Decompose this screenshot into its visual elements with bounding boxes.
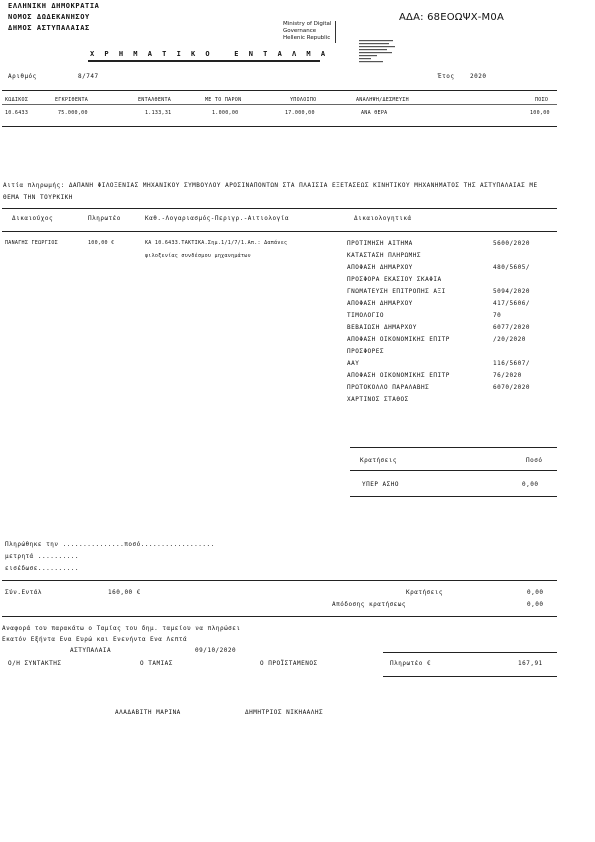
deductions-top-rule (350, 447, 557, 448)
signer-name-1: ΑΛΑΔΑΒΙΤΗ ΜΑΡΙΝΑ (115, 709, 181, 716)
role-author: Ο/Η ΣΥΝΤΑΚΤΗΣ (8, 660, 62, 667)
doc-item-ref: 6077/2020 (493, 324, 531, 331)
signer-name-2: ΔΗΜΗΤΡΙΟΣ ΝΙΚΗΑΑΛΗΣ (245, 709, 324, 716)
gross-amount: 160,00 € (108, 589, 141, 596)
purpose-text: ΔΑΠΑΝΗ ΦΙΛΟΞΕΝΙΑΣ ΜΗΧΑΝΙΚΟΥ ΣΥΜΒΟΥΛΟΥ ΑΡΟΣΙΝΑΠΟΝΤΩΝ ΣΤΑ ΠΛΑΙΣΙΑ ΕΞΕΤΑΣΕΩΣ ΚΙΝΗΤΙΚΟΥ ΜΗΧΑΝΗΜΑΤΟΣ ΤΗΣ ΑΣΤΥΠΑΛΑΙΑΣ ΜΕ ΘΕΜΑ ΤΗΝ ΤΟΥΡΚΙΚΗ (3, 182, 538, 201)
footer-note-2: Εκατόν Εξήντα Ενα Ευρώ και Ενενήντα Ενα Λεπτά (2, 636, 188, 643)
ref-number: 8/747 (78, 73, 99, 80)
doc-item-ref: 70 (493, 312, 502, 319)
t1-header-egkrithenta: ΕΓΚΡΙΘΕΝΤΑ (55, 97, 89, 103)
doc-item-ref: 480/5605/ (493, 264, 531, 271)
t2-header-rule (2, 231, 557, 232)
purpose-block (3, 180, 553, 204)
ref-number-label: Αριθμός (8, 73, 37, 80)
t1-header-me-to-paron: ΜΕ ΤΟ ΠΑΡΟΝ (205, 97, 242, 103)
ref-year: 2020 (470, 73, 487, 80)
ministry-line-2: Governance (283, 28, 317, 34)
receiver-line: μετρητά .......... (5, 553, 80, 560)
t1-header-entalthenta: ΕΝΤΑΛΘΕΝΤΑ (138, 97, 172, 103)
divider-4 (2, 580, 557, 581)
document-title: Χ Ρ Η Μ Α Τ Ι Κ Ο Ε Ν Τ Α Λ Μ Α (90, 50, 329, 58)
digital-signature-glyph (359, 40, 399, 66)
doc-item-name: ΑΑΥ (347, 360, 360, 367)
ministry-divider (335, 21, 336, 43)
doc-item-name: ΑΠΟΦΑΣΗ ΟΙΚΟΝΟΜΙΚΗΣ ΕΠΙΤΡ (347, 372, 450, 379)
doc-item-name: ΠΡΟΣΦΟΡΑ ΕΚΑΣΙΟΥ ΣΚΑΦΙΑ (347, 276, 442, 283)
deductions-total: 0,00 (527, 589, 544, 596)
purpose-label: Αιτία πληρωμής: (3, 182, 65, 189)
footer-date: 09/10/2020 (195, 647, 237, 654)
t2-beneficiary: ΠΑΝΑΓΗΣ ΓΕΩΡΓΙΟΣ (5, 240, 58, 246)
deductions-total-label: Κρατήσεις (406, 589, 444, 596)
role-supervisor: Ο ΠΡΟΪΣΤΑΜΕΝΟΣ (260, 660, 318, 667)
divider-1 (2, 90, 557, 91)
divider-5 (2, 616, 557, 617)
gross-label: Σύν.Εντάλ (5, 589, 43, 596)
doc-item-ref: 116/5607/ (493, 360, 531, 367)
ada-code: ΑΔΑ: 68ΕΟΩΨΧ-Μ0Α (399, 12, 504, 23)
t1-cell-ypoloipo: 17.000,00 (285, 110, 315, 116)
t2-header-beneficiary: Δικαιούχος (12, 215, 54, 222)
payable-label: Πληρωτέο € (390, 660, 432, 667)
deductions-mid-rule (350, 470, 557, 471)
doc-item-ref: 76/2020 (493, 372, 522, 379)
doc-item-ref: /20/2020 (493, 336, 526, 343)
doc-item-name: ΓΝΩΜΑΤΕΥΣΗ ΕΠΙΤΡΟΠΗΣ ΑΞΙ (347, 288, 446, 295)
doc-item-name: ΤΙΜΟΛΟΓΙΟ (347, 312, 385, 319)
org-line-3: ΔΗΜΟΣ ΑΣΤΥΠΑΛΑΙΑΣ (8, 24, 90, 32)
divider-3 (2, 208, 557, 209)
footer-note-1: Αναφορά του παρακάτω ο Ταμίας του δημ. ταμείου να πληρώσει (2, 625, 241, 632)
t1-cell-analipsi: ΑΝΑ ΘΕΡΑ (361, 110, 388, 116)
t1-cell-me-to-paron: 1.000,00 (212, 110, 239, 116)
deductions-header-label: Κρατήσεις (360, 457, 398, 464)
org-line-1: ΕΛΛΗΝΙΚΗ ΔΗΜΟΚΡΑΤΙΑ (8, 2, 100, 10)
t1-header-ypoloipo: ΥΠΟΛΟΙΠΟ (290, 97, 317, 103)
doc-item-name: ΚΑΤΑΣΤΑΣΗ ΠΛΗΡΩΜΗΣ (347, 252, 422, 259)
org-line-2: ΝΟΜΟΣ ΔΩΔΕΚΑΝΗΣΟΥ (8, 13, 90, 21)
paid-line: Πληρώθηκε την ...............ποσό.................. (5, 541, 215, 548)
t1-header-analipsi: ΑΝΑΛΗΨΗ/ΔΕΣΜΕΥΣΗ (356, 97, 409, 103)
t1-cell-egkrithenta: 75.000,00 (58, 110, 88, 116)
doc-item-name: ΠΡΩΤΟΚΟΛΛΟ ΠΑΡΑΛΑΒΗΣ (347, 384, 430, 391)
t2-desc-line-2: φιλοξενίας συνδέσμου μηχανημάτων (145, 253, 251, 259)
t1-cell-poso: 100,00 (530, 110, 550, 116)
ministry-line-1: Ministry of Digital (283, 21, 332, 27)
role-cashier: Ο ΤΑΜΙΑΣ (140, 660, 173, 667)
payable-amount: 167,91 (518, 660, 543, 667)
witness-line: εισέδωσε.......... (5, 565, 80, 572)
t2-desc-line-1: ΚΑ 10.6433.ΤΑΚΤΙΚΑ.Σημ.1/1/7/1.Απ.: Δαπάνες (145, 240, 288, 246)
deductions-bottom-rule (350, 496, 557, 497)
doc-item-name: ΑΠΟΦΑΣΗ ΔΗΜΑΡΧΟΥ (347, 300, 413, 307)
deductions-apodosi-label: Απόδοσης κρατήσεως (332, 601, 407, 608)
t1-header-rule (2, 104, 557, 105)
doc-item-ref: 5600/2020 (493, 240, 531, 247)
deduction-amount: 0,00 (522, 481, 539, 488)
doc-item-name: ΧΑΡΤΙΝΟΣ ΣΤΑΘΟΣ (347, 396, 409, 403)
ministry-line-3: Hellenic Republic (283, 35, 331, 41)
title-underline (88, 60, 320, 62)
doc-item-ref: 6070/2020 (493, 384, 531, 391)
t2-header-amount: Πληρωτέο (88, 215, 121, 222)
doc-item-name: ΠΡΟΣΦΟΡΕΣ (347, 348, 385, 355)
deduction-name: ΥΠΕΡ ΑΣΗΟ (362, 481, 400, 488)
doc-item-name: ΑΠΟΦΑΣΗ ΟΙΚΟΝΟΜΙΚΗΣ ΕΠΙΤΡ (347, 336, 450, 343)
t1-header-kodikos: ΚΩΔΙΚΟΣ (5, 97, 29, 103)
doc-item-name: ΠΡΟΤΙΜΗΣΗ ΑΙΤΗΜΑ (347, 240, 413, 247)
doc-item-name: ΑΠΟΦΑΣΗ ΔΗΜΑΡΧΟΥ (347, 264, 413, 271)
divider-2 (2, 126, 557, 127)
doc-item-name: ΒΕΒΑΙΩΣΗ ΔΗΜΑΡΧΟΥ (347, 324, 417, 331)
t1-cell-entalthenta: 1.133,31 (145, 110, 172, 116)
ref-year-label: Έτος (438, 73, 455, 80)
t2-amount: 100,00 € (88, 240, 115, 246)
deductions-apodosi: 0,00 (527, 601, 544, 608)
deductions-header-amount: Ποσό (526, 457, 543, 464)
doc-item-ref: 417/5606/ (493, 300, 531, 307)
doc-item-ref: 5094/2020 (493, 288, 531, 295)
t1-header-poso: ΠΟΣΟ (535, 97, 549, 103)
footer-place: ΑΣΤΥΠΑΛΑΙΑ (70, 647, 112, 654)
t2-header-docs: Δικαιολογητικά (354, 215, 412, 222)
payable-bottom-rule (383, 676, 557, 677)
t1-cell-kodikos: 10.6433 (5, 110, 29, 116)
t2-header-description: Καθ.-Λογαριασμός-Περιγρ.-Αιτιολογία (145, 215, 289, 222)
payable-top-rule (383, 652, 557, 653)
signature-stamp-block (340, 21, 380, 47)
